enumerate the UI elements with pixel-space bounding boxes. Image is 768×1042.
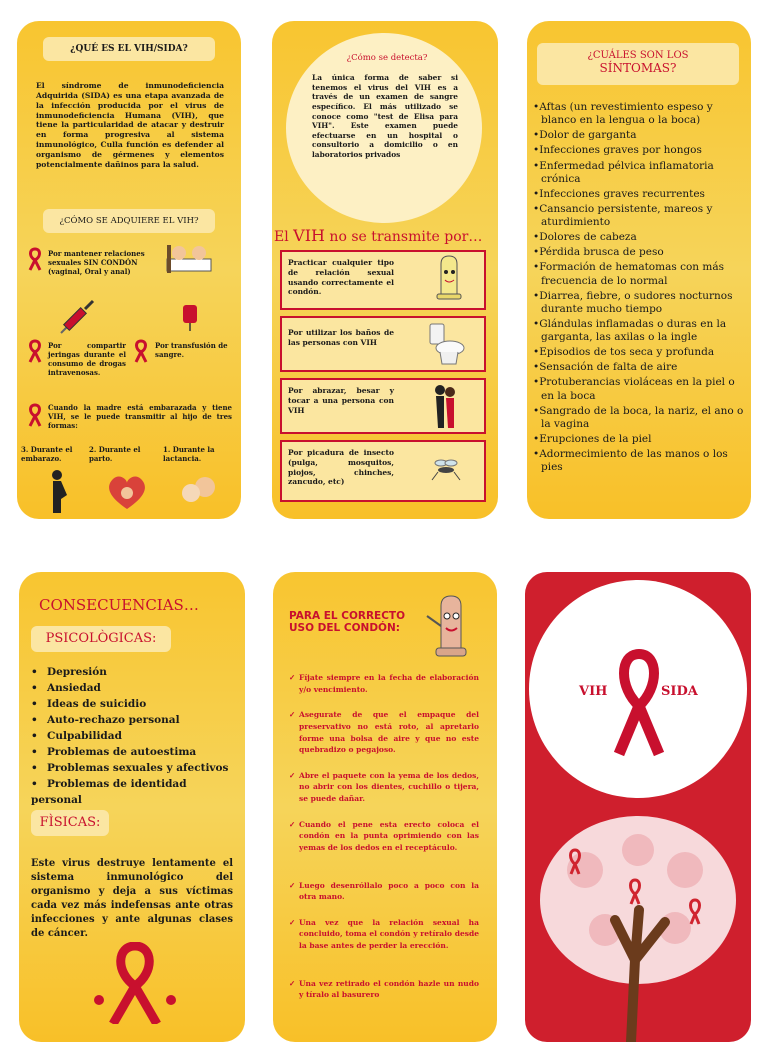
- condom-cartoon-icon: [423, 592, 479, 662]
- form-label: Durante el parto.: [89, 445, 141, 463]
- psychological-title: PSICOLÒGICAS:: [31, 626, 171, 652]
- form-pregnancy: [21, 445, 83, 463]
- heading-post: no se transmite por…: [324, 229, 483, 245]
- symptoms-title: [537, 43, 739, 85]
- item-text: Por utilizar los baños de las personas con VIH: [288, 328, 394, 347]
- condom-step: ✓ Abre el paquete con la yema de los dedos, no abrir con los dientes, cuchillo o tijera, se puede dañar.: [289, 770, 479, 805]
- way-syringe-text: Por compartir jeringas durante el consumo de drogas intravenosas.: [48, 341, 126, 378]
- not-transmitted-item: [280, 378, 486, 434]
- panel-symptoms: [527, 21, 751, 519]
- item-text: Practicar cualquier tipo de relación sexual usando correctamente el condón.: [288, 258, 394, 297]
- condom-use-title-line2: USO DEL CONDÓN:: [289, 622, 400, 634]
- not-transmitted-item: [280, 250, 486, 310]
- symptom-item: •Dolores de cabeza: [533, 231, 637, 244]
- symptom-item: •Dolor de garganta: [533, 129, 637, 142]
- ribbon-people-icon: [87, 942, 183, 1024]
- what-is-text: El síndrome de inmunodeficiencia Adquirida (SIDA) es una etapa avanzada de la infección producida por el virus de inmunodeficiencia Humana (VIH), que tiene la particularidad de atacar y destruir en forma progresiva al sistema inmunológico, Culla función es defender al organismo de gérmenes y elementos potencialmente dañinos para la salud.: [36, 81, 224, 169]
- not-transmitted-heading: [274, 226, 498, 245]
- condom-step: ✓ Luego desenróllalo poco a poco con la otra mano.: [289, 880, 479, 903]
- condom-step: ✓ Cuando el pene esta erecto coloca el condón en la punta oprimiendo con las yemas de los dedos en el receptáculo.: [289, 819, 479, 854]
- form-lactation: [163, 445, 233, 463]
- condom-use-title-line1: PARA EL CORRECTO: [289, 610, 406, 622]
- symptom-item: •Infecciones graves por hongos: [533, 144, 702, 157]
- symptom-item: •Enfermedad pélvica inflamatoria crónica: [533, 159, 714, 185]
- psychological-item: • Auto-rechazo personal: [31, 712, 241, 728]
- toilet-icon: [426, 322, 466, 366]
- panel-what-is-hiv: [17, 21, 241, 519]
- form-number: 1.: [163, 445, 171, 454]
- psychological-item: • Problemas de identidad personal: [31, 776, 241, 808]
- psychological-item: • Problemas de autoestima: [31, 744, 241, 760]
- symptom-item: •Infecciones graves recurrentes: [533, 187, 705, 200]
- panel-condom-use: [273, 572, 497, 1042]
- ribbon-icon: [27, 247, 43, 271]
- physical-text: Este virus destruye lentamente el sistema inmunológico del organismo y deja a sus víctimas cada vez más indefensas ante otras infecciones y ante algunas clases de cáncer.: [31, 858, 233, 939]
- psychological-item: • Depresión: [31, 664, 241, 680]
- symptom-item: •Diarrea, fiebre, o sudores nocturnos durante mucho tiempo: [533, 289, 733, 315]
- condom-step: ✓ Una vez retirado el condón hazle un nudo y tíralo al basurero: [289, 978, 479, 1001]
- cover-label-sida: SIDA: [661, 684, 698, 699]
- detection-text: La única forma de saber si tenemos el virus del VIH es a través de un examen de sangre específico. El más utilizado se conoce como "test de Elisa para VIH". Este examen puede efectuarse en un hospital o consultorio a domicilio o en laboratorios privados: [312, 73, 458, 159]
- symptom-item: •Sensación de falta de aire: [533, 361, 678, 374]
- form-birth: [89, 445, 149, 463]
- form-number: 2.: [89, 445, 97, 454]
- way-mother-text: Cuando la madre está embarazada y tiene VIH, se le puede transmitir al hijo de tres formas:: [48, 403, 232, 431]
- panel-cover: [525, 572, 751, 1042]
- item-text: Por picadura de insecto (pulga, mosquitos, piojos, chinches, zancudo, etc): [288, 448, 394, 487]
- consequences-title: CONSECUENCIAS…: [39, 596, 199, 614]
- symptoms-list: [533, 101, 745, 476]
- panel-detection: [272, 21, 498, 519]
- syringe-icon: [57, 297, 97, 337]
- red-ribbon-icon: [607, 648, 671, 758]
- psychological-list: [31, 664, 241, 808]
- ribbon-icon: [27, 403, 43, 427]
- heart-baby-icon: [105, 473, 149, 511]
- item-text: Por abrazar, besar y tocar a una persona con VIH: [288, 386, 394, 415]
- condom-steps-list: [289, 672, 479, 1015]
- breastfeeding-icon: [175, 473, 221, 507]
- blood-bag-icon: [180, 301, 200, 331]
- condom-step: ✓ Asegurate de que el empaque del preservativo no está roto, al apretarlo forme una bolsa de aire y que no este quebradizo o pegajoso.: [289, 709, 479, 756]
- what-is-title: ¿QUÉ ES EL VIH/SIDA?: [43, 37, 215, 61]
- symptom-item: •Cansancio persistente, mareos y aturdimiento: [533, 202, 713, 228]
- symptoms-title-line1: ¿CUÁLES SON LOS: [587, 50, 689, 61]
- psychological-item: • Ideas de suicidio: [31, 696, 241, 712]
- symptom-item: •Erupciones de la piel: [533, 432, 652, 445]
- heading-vih: VIH: [293, 226, 325, 245]
- not-transmitted-item: [280, 316, 486, 372]
- way-transfusion-text: Por transfusión de sangre.: [155, 341, 228, 360]
- physical-title: FÌSICAS:: [31, 810, 109, 836]
- way-sexual-text: Por mantener relaciones sexuales SIN CONDÓN (vaginal, Oral y anal): [48, 249, 145, 277]
- detection-title: ¿Cómo se detecta?: [346, 53, 428, 63]
- condom-use-title: [289, 610, 405, 634]
- symptom-item: •Formación de hematomas con más frecuencia de lo normal: [533, 261, 724, 287]
- hugging-couple-icon: [430, 382, 460, 430]
- symptom-item: •Adormecimiento de las manos o los pies: [533, 448, 728, 474]
- mosquito-icon: [428, 454, 464, 484]
- psychological-item: • Problemas sexuales y afectivos: [31, 760, 241, 776]
- symptom-item: •Episodios de tos seca y profunda: [533, 346, 715, 359]
- symptom-item: •Glándulas inflamadas o duras en la garganta, las axilas o la ingle: [533, 317, 727, 343]
- panel-consequences: [19, 572, 245, 1042]
- symptom-item: •Pérdida brusca de peso: [533, 246, 664, 259]
- psychological-item: • Culpabilidad: [31, 728, 241, 744]
- heading-pre: El: [274, 229, 294, 245]
- cover-label-vih: VIH: [579, 684, 608, 699]
- form-label: Durante el embarazo.: [21, 445, 73, 463]
- ribbon-tree-icon: [535, 810, 741, 1042]
- pregnant-woman-icon: [45, 469, 71, 513]
- not-transmitted-item: [280, 440, 486, 502]
- condom-step: ✓ Fíjate siempre en la fecha de elaboración y/o vencimiento.: [289, 672, 479, 695]
- ribbon-icon: [133, 339, 149, 363]
- symptom-item: •Aftas (un revestimiento espeso y blanco en la lengua o la boca): [533, 101, 713, 127]
- how-acquired-title: ¿CÓMO SE ADQUIERE EL VIH?: [43, 209, 215, 233]
- condom-step: ✓ Una vez que la relación sexual ha concluido, toma el condón y retíralo desde la base antes de perder la erección.: [289, 917, 479, 952]
- psychological-item: • Ansiedad: [31, 680, 241, 696]
- condom-cartoon-icon: [432, 254, 466, 302]
- ribbon-icon: [27, 339, 43, 363]
- symptoms-title-line2: SÍNTOMAS?: [599, 61, 677, 75]
- form-label: Durante la lactancia.: [163, 445, 215, 463]
- symptom-item: •Protuberancias violáceas en la piel o en la boca: [533, 376, 735, 402]
- form-number: 3.: [21, 445, 29, 454]
- symptom-item: •Sangrado de la boca, la nariz, el ano o la vagina: [533, 404, 744, 430]
- bed-couple-icon: [165, 241, 213, 275]
